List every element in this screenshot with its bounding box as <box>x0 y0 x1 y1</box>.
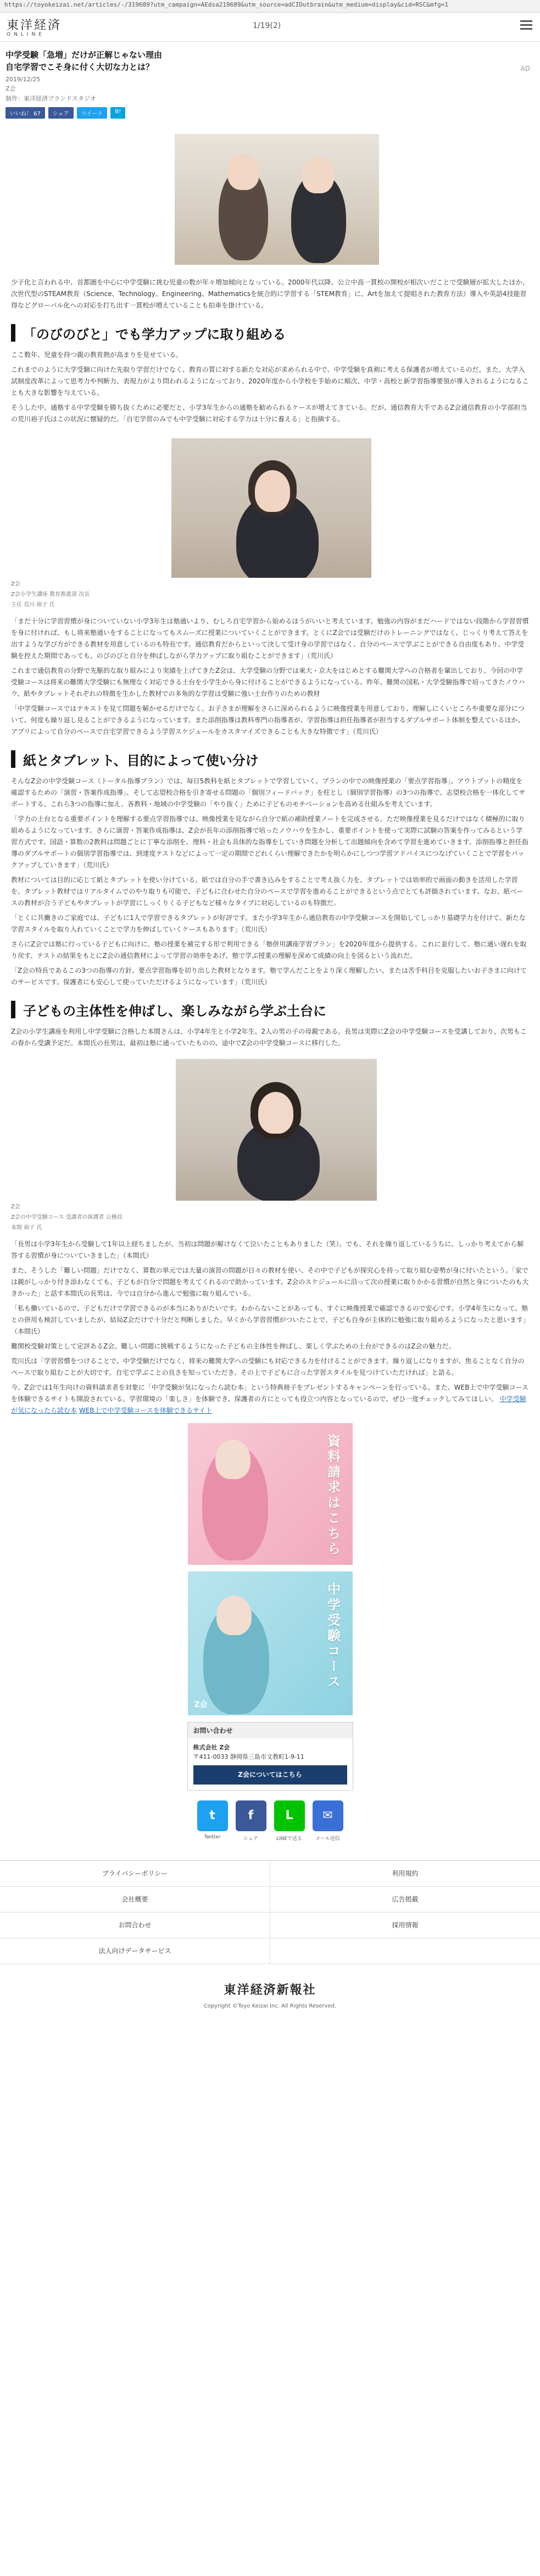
sec2-p3: 教材については目的に応じて紙とタブレットを使い分けている。紙では自分の手で書き込みをすることで考え抜く力を、タブレットでは効率的で画面の動きを活用した学習を。タブレット教材ではリアルタイムでのやり取りも可能で、子どもに合わせた自分のペースで学習を進めることができるという点でとても評価されています。なお、紙ベースの教材が合う子どもやタブレットが学習にしっくりくる子どもなど様々なタイプに対応しているのも特徴だ。 <box>11 876 524 907</box>
article-date: 2019/12/25 <box>5 75 41 83</box>
sec1-p2: これまでのように大学受験に向けた先取り学習だけでなく、教育の質に対する新たな対応が求められる中で、中学受験を真剣に考える保護者が増えているのだ。また、大学入試制度改革によって思考力や判断力、表現力がより問われるようになっており、2020年度から小学校を手始めに順次、中学・高校と新学習指導要領が導入されるようになることも大きな影響を与えている。 <box>11 365 529 397</box>
facebook-share-icon[interactable]: f <box>236 1800 266 1831</box>
footer-links <box>0 1860 540 1964</box>
site-header <box>0 13 540 42</box>
social-label-share: シェア <box>243 1836 258 1842</box>
footer-logo[interactable]: 東洋経済新報社 <box>224 1982 316 1997</box>
logo-main: 東洋経済 <box>7 19 62 32</box>
footer-link-contact[interactable]: お問合わせ <box>0 1913 270 1938</box>
contact-address: 〒411-0033 静岡県三島市文教町1-9-11 <box>193 1753 304 1761</box>
sec1-p1: ここ数年、児童を持つ親の教育熱が高まりを見せている。 <box>11 350 183 359</box>
sec2-p1: そんなZ会の中学受験コース（トータル指導プラン）では、毎日5教科を紙とタブレットで学習していく。プランの中での映像授業の「要点学習指導」、アウトプットの精度を確認するための「演習・答案作成指導」、そして志望校合格を引き寄せる問題の「個別フィードバック」を柱とし（個別学習指導）の3つの指導で、志望校合格を一体化してサポートする。これら3つの指導に加え、各教科・地域の中学受験の「やり抜く」ために子どものモチベーションを高める仕組みを考えています。 <box>11 777 526 808</box>
photo-caption-org: Z会 <box>11 581 20 587</box>
footer-link-data-service[interactable]: 法人向けデータサービス <box>0 1938 270 1964</box>
sec2-p6: 「Z会の特長であるこの3つの指導の方針、要点学習指導を切り出した教材となります。塾で学んだことをより深く理解したい、または苦手科目を克服したいお子さまに向けてのサービスです。保護者にも安心して使っていただけるようになっています」（荒川氏） <box>11 966 527 986</box>
twitter-share-icon[interactable]: t <box>197 1800 228 1831</box>
section-heading-3: 子どもの主体性を伸ばし、楽しみながら学ぶ土台に <box>11 1000 529 1019</box>
share-bar <box>5 107 535 119</box>
article-author: Z会 <box>5 85 16 92</box>
footer-link-empty <box>270 1938 540 1964</box>
sec3-quote-2: また、そうした「難しい問題」だけでなく、算数の単元では大量の演習の問題が日々の教材を使い、その中で子どもが探究心を持って取り組む姿勢が身に付いたという。「家では親がしっかり付き添わなくても、子どもが自分で問題を考えてくれるので助かっています。Z会のスケジュールに沿って次の授業に取りかかる習慣が自然と身についたのも大きかった」と話す本間氏の長男は、今では自分から進んで勉強に取り組んでいる。 <box>11 1266 529 1297</box>
photo-caption-name-2: 本間 裕子 氏 <box>11 1224 42 1231</box>
photo-caption-dept: Z会小学生講座 教育推進部 次長 <box>11 591 90 598</box>
photo-caption-name: 主任 荒川 裕子 氏 <box>11 601 55 608</box>
facebook-like-button[interactable]: いいね！ 67 <box>5 107 45 119</box>
social-label-twitter: Twitter <box>204 1834 221 1840</box>
footer-link-careers[interactable]: 採用情報 <box>392 1921 419 1930</box>
intro-paragraph: 少子化と言われる中、首都圏を中心に中学受験に挑む児童の数が年々増加傾向となっている。2000年代以降、公立中高一貫校の開校が相次いだことで受験層が拡大したほか、次世代型のSTEAM教育（Science、Technology、Engineering、Mathematicsを統合的に学習する「STEM教育」に、Artを加えて提唱された教育方法）導入や英語4技能習得などグローバル化への対応を打ち出す一貫校が増えていることも拍車を掛けている。 <box>11 278 529 309</box>
sec2-p5: さらにZ会では塾に行っている子どもに向けに、塾の授業を補完する形で利用できる「塾併用講座学習プラン」を2020年度から提供する。これに並行して、塾に通い遅れを取り戻す、テストの結果をもとにZ会の通信教材によって学習の効率をあげ、塾で学ぶ授業の理解を深めて成績の向上を図るという流れだ。 <box>11 940 527 960</box>
promo-link-trial[interactable]: WEB上で中学受験コースを体験できるサイト <box>79 1406 213 1414</box>
footer-link-ads[interactable]: 広告掲載 <box>392 1895 419 1904</box>
banner-2-text: 中学受験コース <box>325 1582 341 1690</box>
social-label-line: LINEで送る <box>276 1836 303 1842</box>
exam-course-banner[interactable] <box>188 1571 353 1715</box>
article-title: 中学受験「急増」だけが正解じゃない理由 自宅学習でこそ身に付く大切な力とは？ <box>5 50 163 72</box>
url-bar[interactable]: https://toyokeizai.net/articles/-/319689?utm_campaign=AEdsa219689&utm_source=adCIDutbrain&utm_medium=display&cid=RSC&mfg=1 <box>0 0 540 13</box>
sec1-quote-3: 「中学受験コースではテキストを見て問題を解かせるだけでなく、お子さまが理解をさらに深められるように映像授業を用意しており、理解しにくいところや重要な部分について、何度も繰り返し見ることができるようになっています。また添削指導は教科専門の指導者が、学習指導は担任指導者が担当するダブルサポート体制を整えているほか、アプリによって自分のペースで自宅学習できるよう学習スケジュールをカスタマイズできることも大きな特徴です」（荒川氏） <box>11 704 525 735</box>
request-materials-banner[interactable] <box>188 1423 353 1565</box>
promo-link-book[interactable]: 中学受験が気になったら読む本 <box>11 1395 526 1414</box>
hamburger-menu-icon[interactable] <box>520 20 532 30</box>
sec2-p4: 「とくに共働きのご家庭では、子どもに1人で学習できるタブレットが好評です。また小学3年生から通信教育の中学受験コースを開始してしっかり基礎学力を付けて、新たな学習スタイルを取り入れていくことで学力を伸ばしていくケースもあります」（荒川氏） <box>11 913 526 933</box>
photo-caption-dept-2: Z会の中学受験コース 受講者の保護者 公務員 <box>11 1214 123 1220</box>
sec2-p2: 「学力の土台となる重要ポイントを理解する要点学習指導では、映像授業を見ながら自分で紙の補助授業ノートを完成させる。ただ映像授業を見るだけではなく積極的に取り組めるようになっています。さらに演習・答案作成指導は、Z会が長年の添削指導で培ったノウハウを生かし、重要ポイントを使って実際に試験の答案を作ってみるという学習方式です。国語・算数の2教科は問題ごとに丁寧な添削を、理科・社会も具体的な指導をしていき問題を分析して出題傾向を含めて学習を進めていきます。添削指導と担任指導のダブルサポートの個別学習指導では、到達度テストなどによって一定の期間でどれくらい理解できたかを明らかにしつつ学習アドバイスにつなげていくことで学習をバックアップしていきます」（荒川氏） <box>11 815 528 869</box>
sec3-quote-4: 難関校受験対策として定評あるZ会。難しい問題に挑戦するようになった子どもの主体性を伸ばし、楽しく学ぶための土台ができるのはZ会の魅力だ。 <box>11 1342 455 1350</box>
interview-photo-arakawa <box>171 438 371 578</box>
tweet-button[interactable]: ツイート <box>77 107 108 119</box>
logo-sub: ONLINE <box>7 32 45 37</box>
footer-link-terms[interactable]: 利用規約 <box>392 1870 419 1878</box>
footer-link-company[interactable]: 会社概要 <box>0 1887 270 1912</box>
facebook-share-button[interactable]: シェア <box>48 107 74 119</box>
ad-label: AD <box>520 65 530 73</box>
company-info-button[interactable]: Z会についてはこちら <box>193 1765 347 1785</box>
contact-heading: お問い合わせ <box>188 1722 353 1738</box>
page-indicator: 1/19(2) <box>253 21 281 30</box>
footer-link-privacy[interactable]: プライバシーポリシー <box>0 1861 270 1886</box>
sec3-quote-3: 「私も働いているので、子どもだけで学習できるのが本当にありがたいです。わからないことがあっても、すぐに映像授業で確認できるので安心です。小学4年生になって、塾との併用も検討していましたが、結局Z会だけで十分だと判断しました。早くから学習習慣がついたことで、子ども自身が主体的に勉強に取り組めるようになったと思います」（本間氏） <box>11 1304 528 1335</box>
contact-box <box>187 1722 353 1791</box>
mail-share-icon[interactable]: ✉ <box>313 1800 343 1831</box>
sec1-p3: そうした中、通塾する中学受験を勝ち抜くために必要だと、小学3年生からの通塾を勧められるケースが増えてきている。だが、通信教育大手であるZ会通信教育の小学部担当の荒川裕子氏はこの状況に懐疑的だ。「自宅学習のみでも中学受験に対応する学力は十分に養える」と指摘する。 <box>11 403 527 423</box>
contact-company: 株式会社 Z会 <box>193 1743 230 1751</box>
social-labels <box>0 1835 540 1842</box>
social-buttons <box>0 1800 540 1831</box>
interview-photo-1 <box>175 134 379 265</box>
article-production: 制作：東洋経済ブランドスタジオ <box>5 94 96 102</box>
sec3-quote-1: 「長男は小学3年生から受験して1年以上経ちましたが、当初は問題が解けなくて泣いたこともありました（笑）。でも、それを繰り返しているうちに、しっかり考えてから解答する習慣が身についていきました」（本間氏） <box>11 1240 524 1259</box>
sec1-quote-2: これまで通信教育の分野で先駆的な取り組みにより実績を上げてきたZ会は、大学受験の分野では東大・京大をはじめとする難関大学への合格者を輩出しており、今回の中学受験コースは将来の難関大学受験にも無理なく対応できる土台を小学生から身に付けることができるようになっている。昨年、難関の国私・大学受験指導で培ってきたノウハウ、紙やタブレットそれぞれの特徴を生かした教材での多角的な学習は受験に強い土台作りのための教材 <box>11 666 525 698</box>
site-logo[interactable] <box>7 16 62 37</box>
social-label-mail: メール送信 <box>315 1836 340 1842</box>
section-heading-1: 「のびのびと」でも学力アップに取り組める <box>11 324 529 343</box>
banner-2-brand: Z会 <box>194 1700 208 1709</box>
promo-paragraph: 今、Z会では1年生向けの資料請求者を対象に「中学受験が気になったら読む本」という特典冊子をプレゼントするキャンペーンを行っている。また、WEB上で中学受験コースを体験できるサイトも開設されている。学習環境の「楽しさ」を体験でき、保護者の方にとっても役立つ内容となっているので、ぜひ一度チェックしてみてほしい。 中学受験が気になったら読む本 WEB上で中学受験コースを体験できるサイト <box>11 1383 528 1414</box>
sec3-p1: Z会の小学生講座を利用し中学受験に合格した本間さんは、小学4年生と小学2年生、2人の男の子の母親である。長男は実際にZ会の中学受験コースを受講しており、次男もこの春から受講予定だ。本間氏の長男は、最初は塾に通っていたものの、途中でZ会の中学受験コースに移行した。 <box>11 1027 527 1047</box>
copyright: Copyright ©Toyo Keizai Inc. All Rights Reserved. <box>203 2003 337 2009</box>
section-heading-2: 紙とタブレット、目的によって使い分け <box>11 750 529 769</box>
photo-caption-org-2: Z会 <box>11 1203 20 1210</box>
sec3-quote-5: 荒川氏は「学習習慣をつけることで、中学受験だけでなく、将来の難関大学への受験にも対応できる力を付けることができます。繰り返しになりますが、焦ることなく自分のペースで取り組むことが大切です。自宅で学ぶことの良さを知っていただき、その上で子どもに合った学習スタイルを見つけていただければ」と語る。 <box>11 1357 525 1376</box>
banner-1-text: 資料請求はこちら <box>325 1434 341 1557</box>
hatena-bookmark-button[interactable]: B! <box>110 107 125 119</box>
line-share-icon[interactable]: L <box>274 1800 305 1831</box>
sec1-quote-1: 「まだ十分に学習習慣が身についていない小学3年生は塾通いより、むしろ自宅学習から始めるほうがいいと考えています。勉強の内容がまだハードではない段階から学習習慣を身に付ければ、もし将来塾通いをすることになってもスムーズに授業についていくことができます。とくにZ会では受験だけのトレーニングではなく、じっくり考えて答えを出すような学び方ができる教材を用意しているのも特長です。通信教育だからといって決して受け身の学習ではなく、自分のペースで学ぶことができる自由度もあり、中学受験を控えた期間であっても、のびのびと自分を伸ばしながら学力アップに取り組むことができます」（荒川氏） <box>11 617 529 660</box>
interview-photo-honma <box>176 1059 377 1201</box>
